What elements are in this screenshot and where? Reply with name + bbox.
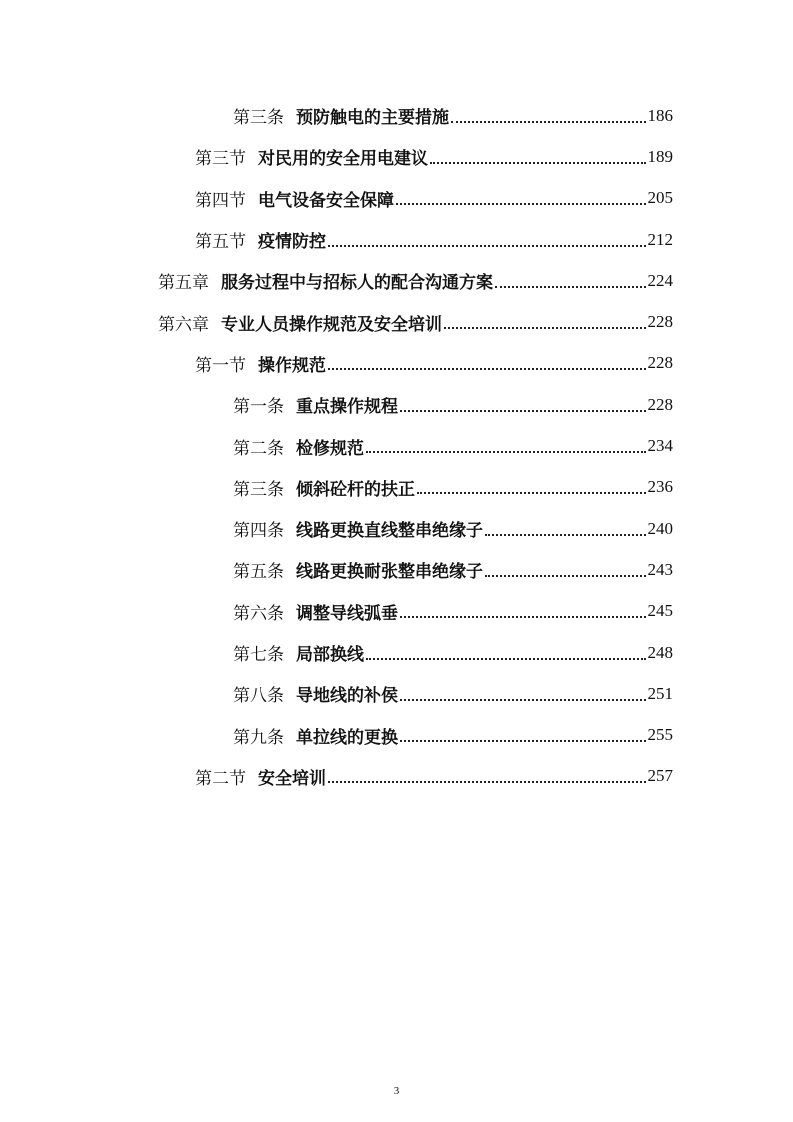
toc-entry-number: 第二节 xyxy=(195,768,246,789)
toc-entry[interactable] xyxy=(0,136,793,177)
toc-leader-dots xyxy=(400,616,646,618)
toc-entry[interactable] xyxy=(0,756,793,797)
toc-entry-title: 专业人员操作规范及安全培训 xyxy=(221,314,442,335)
toc-entry-title: 电气设备安全保障 xyxy=(258,190,394,211)
toc-entry-number: 第八条 xyxy=(233,686,284,707)
toc-entry-number: 第三条 xyxy=(233,479,284,500)
toc-entry-page: 236 xyxy=(647,477,673,497)
toc-entry[interactable] xyxy=(0,384,793,425)
toc-entry-title: 安全培训 xyxy=(258,768,326,789)
table-of-contents xyxy=(0,95,793,797)
toc-entry[interactable] xyxy=(0,343,793,384)
toc-entry-title: 预防触电的主要措施 xyxy=(296,108,449,129)
toc-entry-page: 212 xyxy=(647,229,673,249)
toc-entry-title: 线路更换耐张整串绝缘子 xyxy=(296,562,483,583)
toc-entry[interactable] xyxy=(0,714,793,755)
toc-entry-title: 线路更换直线整串绝缘子 xyxy=(296,521,483,542)
toc-entry[interactable] xyxy=(0,219,793,260)
toc-entry-number: 第五章 xyxy=(158,273,209,294)
toc-entry-page: 205 xyxy=(647,188,673,208)
toc-entry-title: 疫情防控 xyxy=(258,232,326,253)
toc-entry[interactable] xyxy=(0,591,793,632)
toc-entry-page: 224 xyxy=(647,270,673,290)
toc-entry-page: 228 xyxy=(647,312,673,332)
toc-entry-title: 服务过程中与招标人的配合沟通方案 xyxy=(221,273,493,294)
toc-entry-page: 251 xyxy=(647,683,673,703)
toc-entry-number: 第六章 xyxy=(158,314,209,335)
toc-entry-page: 255 xyxy=(647,725,673,745)
toc-entry-title: 导地线的补侯 xyxy=(296,686,398,707)
toc-entry-page: 245 xyxy=(647,601,673,621)
toc-entry[interactable] xyxy=(0,632,793,673)
toc-leader-dots xyxy=(400,699,646,701)
toc-entry[interactable] xyxy=(0,673,793,714)
toc-entry-number: 第六条 xyxy=(233,603,284,624)
toc-entry-title: 单拉线的更换 xyxy=(296,727,398,748)
toc-entry-page: 228 xyxy=(647,394,673,414)
toc-entry-page: 186 xyxy=(647,105,673,125)
toc-leader-dots xyxy=(417,492,646,494)
toc-entry-page: 189 xyxy=(647,146,673,166)
toc-entry-title: 重点操作规程 xyxy=(296,397,398,418)
toc-leader-dots xyxy=(366,658,646,660)
toc-entry-page: 248 xyxy=(647,642,673,662)
toc-entry-page: 234 xyxy=(647,436,673,456)
toc-entry[interactable] xyxy=(0,178,793,219)
toc-entry-title: 对民用的安全用电建议 xyxy=(258,149,428,170)
toc-leader-dots xyxy=(485,575,646,577)
toc-leader-dots xyxy=(366,451,646,453)
toc-entry[interactable] xyxy=(0,260,793,301)
toc-entry-number: 第三节 xyxy=(195,149,246,170)
toc-entry-number: 第一节 xyxy=(195,355,246,376)
toc-entry[interactable] xyxy=(0,301,793,342)
toc-entry-number: 第四节 xyxy=(195,190,246,211)
toc-entry-page: 228 xyxy=(647,353,673,373)
toc-leader-dots xyxy=(328,781,646,783)
toc-leader-dots xyxy=(328,245,646,247)
toc-entry-number: 第二条 xyxy=(233,438,284,459)
toc-leader-dots xyxy=(444,327,646,329)
toc-entry-page: 257 xyxy=(647,766,673,786)
toc-entry[interactable] xyxy=(0,467,793,508)
toc-leader-dots xyxy=(396,203,646,205)
toc-leader-dots xyxy=(451,121,646,123)
toc-entry-number: 第七条 xyxy=(233,645,284,665)
toc-entry-title: 操作规范 xyxy=(258,355,326,376)
toc-entry-number: 第九条 xyxy=(233,727,284,748)
toc-leader-dots xyxy=(400,740,646,742)
toc-leader-dots xyxy=(328,368,646,370)
toc-entry[interactable] xyxy=(0,508,793,549)
toc-entry-page: 243 xyxy=(647,559,673,579)
toc-entry-title: 检修规范 xyxy=(296,438,364,459)
toc-entry[interactable] xyxy=(0,549,793,590)
toc-entry-number: 第五条 xyxy=(233,562,284,583)
toc-leader-dots xyxy=(430,162,646,164)
toc-entry-number: 第三条 xyxy=(233,108,284,129)
toc-entry-page: 240 xyxy=(647,518,673,538)
toc-entry-number: 第五节 xyxy=(195,232,246,253)
toc-leader-dots xyxy=(400,410,646,412)
toc-entry-title: 局部换线 xyxy=(296,645,364,665)
toc-entry-title: 倾斜砼杆的扶正 xyxy=(296,479,415,500)
toc-entry-number: 第一条 xyxy=(233,397,284,418)
toc-entry[interactable] xyxy=(0,95,793,136)
toc-entry-title: 调整导线弧垂 xyxy=(296,603,398,624)
page-number: 3 xyxy=(393,1085,400,1097)
toc-leader-dots xyxy=(485,534,646,536)
toc-entry[interactable] xyxy=(0,425,793,466)
toc-leader-dots xyxy=(495,286,646,288)
toc-entry-number: 第四条 xyxy=(233,521,284,542)
